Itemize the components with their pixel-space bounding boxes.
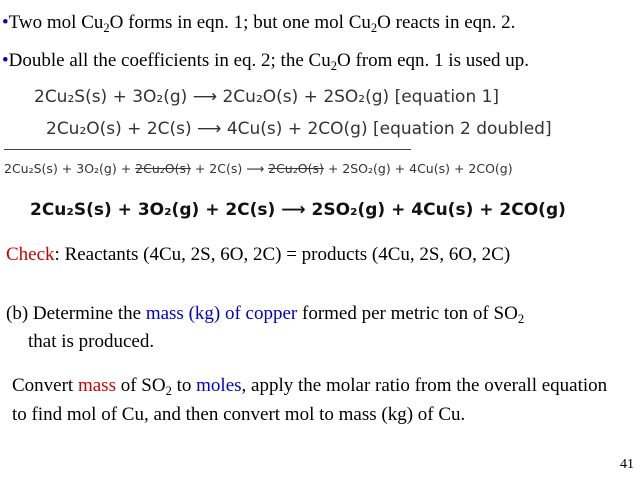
bullet2-text-a: Double all the coefficients in eq. 2; the Cu bbox=[8, 50, 331, 71]
convert-text-b: of SO bbox=[115, 375, 166, 396]
convert-text-a: Convert bbox=[12, 375, 78, 396]
convert-text-d: , apply the molar ratio from the overall equation to find mol of Cu, and then convert mol to mass (kg) of Cu. bbox=[12, 375, 608, 425]
subscript: 2 bbox=[370, 21, 378, 35]
part-b-line-1 bbox=[6, 303, 524, 325]
bullet-line-1 bbox=[2, 12, 515, 34]
bullet2-text-b: O from eqn. 1 is used up. bbox=[336, 50, 530, 71]
combined-part-e: + 2SO₂(g) + 4Cu(s) + 2CO(g) bbox=[323, 161, 513, 176]
check-line bbox=[6, 244, 510, 266]
subscript: 2 bbox=[103, 21, 110, 35]
subscript: 2 bbox=[165, 384, 172, 398]
bullet-glyph: • bbox=[2, 12, 9, 33]
overall-equation: 2Cu₂S(s) + 3O₂(g) + 2C(s) ⟶ 2SO₂(g) + 4Cu(s) + 2CO(g) bbox=[30, 200, 566, 220]
cancelled-term: 2Cu₂O(s) bbox=[268, 161, 324, 176]
cancelled-term: 2Cu₂O(s) bbox=[135, 161, 191, 176]
bullet1-text-a: Two mol Cu bbox=[8, 12, 104, 33]
part-b-text-b: formed per metric ton of SO bbox=[297, 303, 518, 324]
check-text: : Reactants (4Cu, 2S, 6O, 2C) = products (4Cu, 2S, 6O, 2C) bbox=[54, 244, 511, 265]
bullet-glyph: • bbox=[2, 50, 9, 71]
part-b-text-a: (b) Determine the bbox=[6, 303, 146, 324]
bullet1-text-b: O forms in eqn. 1; but one mol Cu bbox=[109, 12, 371, 33]
combined-equation bbox=[4, 161, 513, 176]
combined-part-a: 2Cu₂S(s) + 3O₂(g) + bbox=[4, 161, 136, 176]
check-label: Check bbox=[6, 244, 55, 265]
part-b-line-2: that is produced. bbox=[28, 331, 155, 352]
highlight-mass-copper: mass (kg) of copper bbox=[145, 303, 298, 324]
page-number: 41 bbox=[620, 457, 634, 472]
equation-2-doubled: 2Cu₂O(s) + 2C(s) ⟶ 4Cu(s) + 2CO(g) [equation 2 doubled] bbox=[46, 119, 552, 139]
highlight-mass: mass bbox=[77, 375, 116, 396]
equation-1: 2Cu₂S(s) + 3O₂(g) ⟶ 2Cu₂O(s) + 2SO₂(g) [equation 1] bbox=[34, 87, 500, 107]
convert-text-c: to bbox=[171, 375, 197, 396]
highlight-moles: moles bbox=[196, 375, 242, 396]
sum-rule-line bbox=[4, 149, 411, 150]
bullet-line-2 bbox=[2, 50, 529, 72]
convert-paragraph bbox=[12, 371, 624, 429]
subscript: 2 bbox=[517, 312, 525, 326]
subscript: 2 bbox=[330, 59, 337, 73]
combined-part-c: + 2C(s) ⟶ bbox=[190, 161, 269, 176]
bullet1-text-c: O reacts in eqn. 2. bbox=[377, 12, 516, 33]
